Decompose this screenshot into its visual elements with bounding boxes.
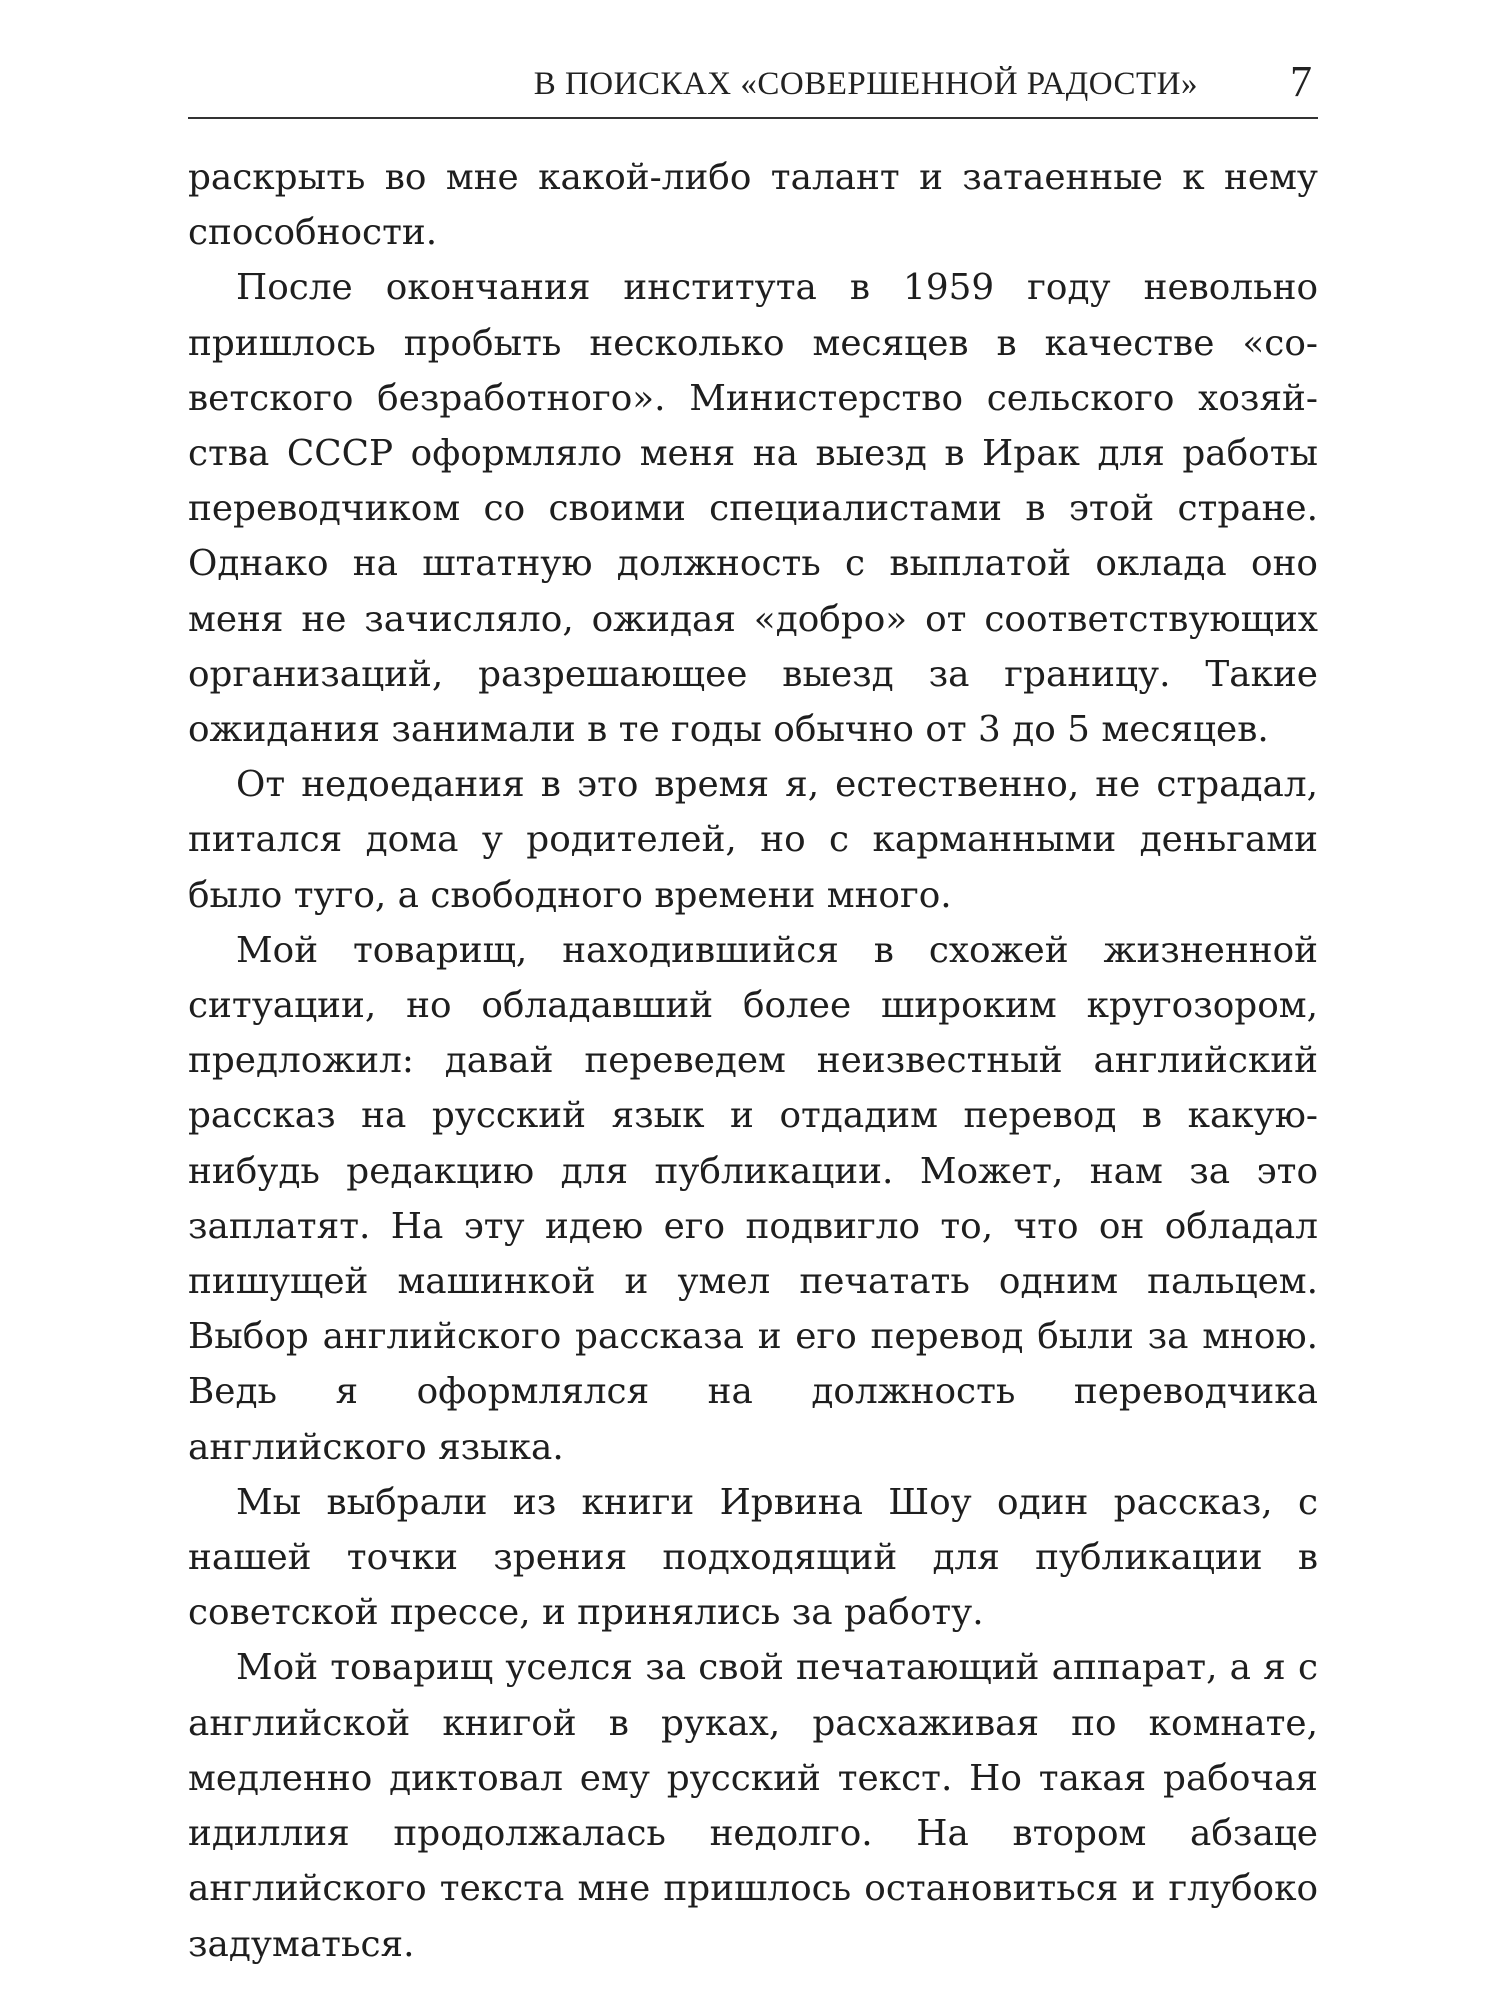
paragraph: После окончания института в 1959 году невольно пришлось пробыть несколько месяцев в качестве «советского безработного». Министерство сельского хозяйства СССР оформляло меня на выезд в Ирак для работы переводчиком со своими специалистами в этой стране. Однако на штатную должность с выплатой оклада оно меня не зачисляло, ожидая «добро» от соответствующих организаций, разрешающее выезд за границу. Такие ожидания занимали в те годы обычно от 3 до 5 месяцев. xyxy=(188,267,1318,751)
running-title: В ПОИСКАХ «СОВЕРШЕННОЙ РАДОСТИ» xyxy=(533,66,1198,102)
paragraph: Мы выбрали из книги Ирвина Шоу один рассказ, с нашей точки зрения подходящий для публикации в советской прессе, и принялись за работу. xyxy=(188,1481,1318,1634)
header-divider xyxy=(188,117,1318,119)
page-number: 7 xyxy=(1290,57,1312,106)
body-text xyxy=(188,150,1318,1972)
paragraph-continuation: раскрыть во мне какой-либо талант и затаенные к нему способности. xyxy=(188,157,1318,254)
page-header xyxy=(188,58,1318,118)
paragraph: От недоедания в это время я, естественно, не страдал, питался дома у родителей, но с карманными деньгами было туго, а свободного времени много. xyxy=(188,764,1318,916)
paragraph: Мой товарищ, находившийся в схожей жизненной ситуации, но обладавший более широким кругозором, предложил: давай переведем неизвестный английский рассказ на русский язык и отдадим перевод в какую-нибудь редакцию для публикации. Может, нам за это заплатят. На эту идею его подвигло то, что он обладал пишущей машинкой и умел печатать одним пальцем. Выбор английского рассказа и его перевод были за мною. Ведь я оформлялся на должность переводчика английского языка. xyxy=(188,929,1318,1468)
paragraph: Мой товарищ уселся за свой печатающий аппарат, а я с английской книгой в руках, расхаживая по комнате, медленно диктовал ему русский текст. Но такая рабочая идиллия продолжалась недолго. На втором абзаце английского текста мне пришлось остановиться и глубоко задуматься. xyxy=(188,1647,1318,1965)
